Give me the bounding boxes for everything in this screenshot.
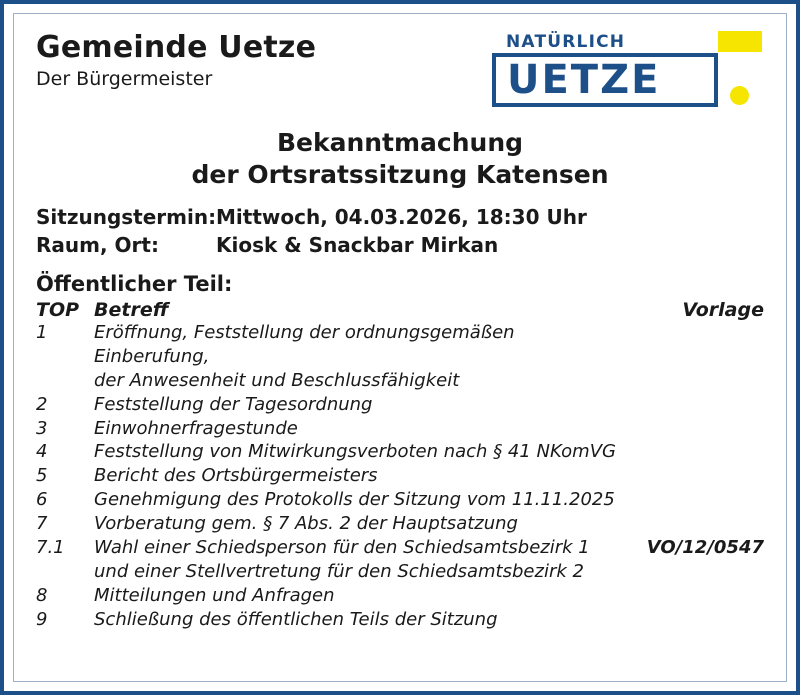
table-row — [36, 417, 764, 441]
logo-wordmark: UETZE — [507, 57, 661, 103]
page-title-line-2: der Ortsratssitzung Katensen — [191, 160, 609, 189]
table-row — [36, 488, 764, 512]
table-row — [36, 608, 764, 632]
row-subject: Genehmigung des Protokolls der Sitzung vom 11.11.2025 — [94, 489, 615, 511]
row-top-number: 1 — [36, 321, 48, 343]
municipality-name: Gemeinde Uetze — [36, 30, 317, 65]
meta-row-location — [36, 231, 764, 259]
page-title-line-1: Bekanntmachung — [276, 128, 524, 157]
document-inner-frame — [13, 13, 787, 682]
row-vorlage — [624, 512, 764, 536]
row-top-number: 4 — [36, 441, 48, 463]
row-subject-line-2: der Anwesenheit und Beschlussfähigkeit — [94, 369, 460, 391]
row-subject-line-2: und einer Stellvertretung für den Schiedsamtsbezirk 2 — [94, 561, 584, 583]
row-subject: Feststellung von Mitwirkungsverboten nach § 41 NKomVG — [94, 441, 616, 463]
row-subject-line-1: Eröffnung, Feststellung der ordnungsgemäßen Einberufung, — [94, 321, 515, 367]
row-vorlage — [624, 608, 764, 632]
row-vorlage — [624, 440, 764, 464]
table-row — [36, 393, 764, 417]
section-title-public-part: Öffentlicher Teil: — [36, 271, 233, 296]
agenda-table — [36, 299, 764, 632]
table-row — [36, 321, 764, 393]
row-subject — [94, 321, 624, 393]
row-top-number: 2 — [36, 393, 48, 415]
column-header-vorlage: Vorlage — [682, 298, 764, 321]
table-row — [36, 536, 764, 584]
page-title — [36, 127, 764, 191]
table-row — [36, 512, 764, 536]
uetze-logo — [492, 31, 762, 107]
meeting-meta — [36, 203, 764, 260]
logo-top-band — [492, 31, 762, 53]
table-row — [36, 440, 764, 464]
meta-value-date: Mittwoch, 04.03.2026, 18:30 Uhr — [216, 205, 587, 229]
row-top-number: 8 — [36, 585, 48, 607]
row-vorlage: VO/12/0547 — [646, 537, 764, 559]
row-top-number: 5 — [36, 465, 48, 487]
row-top-number: 7 — [36, 513, 48, 535]
logo-yellow-dot-icon — [730, 86, 749, 105]
meta-label-location: Raum, Ort: — [36, 233, 159, 258]
row-subject: Mitteilungen und Anfragen — [94, 585, 335, 607]
row-subject: Bericht des Ortsbürgermeisters — [94, 465, 378, 487]
row-vorlage — [624, 464, 764, 488]
row-vorlage — [624, 488, 764, 512]
row-subject — [94, 536, 624, 584]
row-top-number: 3 — [36, 417, 48, 439]
row-vorlage — [624, 321, 764, 393]
row-top-number: 6 — [36, 489, 48, 511]
table-row — [36, 584, 764, 608]
mayor-role-label: Der Bürgermeister — [36, 68, 213, 90]
row-top-number: 9 — [36, 609, 48, 631]
logo-slogan: NATÜRLICH — [506, 32, 626, 52]
logo-yellow-bar — [718, 31, 762, 52]
row-subject: Einwohnerfragestunde — [94, 417, 298, 439]
document-header — [36, 31, 764, 123]
row-top-number: 7.1 — [36, 537, 65, 559]
row-vorlage — [624, 584, 764, 608]
meta-row-date — [36, 203, 764, 231]
row-subject: Feststellung der Tagesordnung — [94, 393, 373, 415]
row-vorlage — [624, 393, 764, 417]
agenda-header-row — [36, 299, 764, 321]
column-header-top: TOP — [36, 298, 80, 321]
row-vorlage — [624, 417, 764, 441]
logo-blue-box — [492, 53, 718, 107]
table-row — [36, 464, 764, 488]
meta-value-location: Kiosk & Snackbar Mirkan — [216, 233, 499, 258]
meta-label-date: Sitzungstermin: — [36, 205, 217, 229]
column-header-subject: Betreff — [94, 298, 169, 321]
row-subject: Schließung des öffentlichen Teils der Sitzung — [94, 609, 498, 631]
document-content — [14, 14, 786, 681]
row-subject-line-1: Wahl einer Schiedsperson für den Schiedsamtsbezirk 1 — [94, 537, 590, 559]
row-subject: Vorberatung gem. § 7 Abs. 2 der Hauptsatzung — [94, 513, 518, 535]
